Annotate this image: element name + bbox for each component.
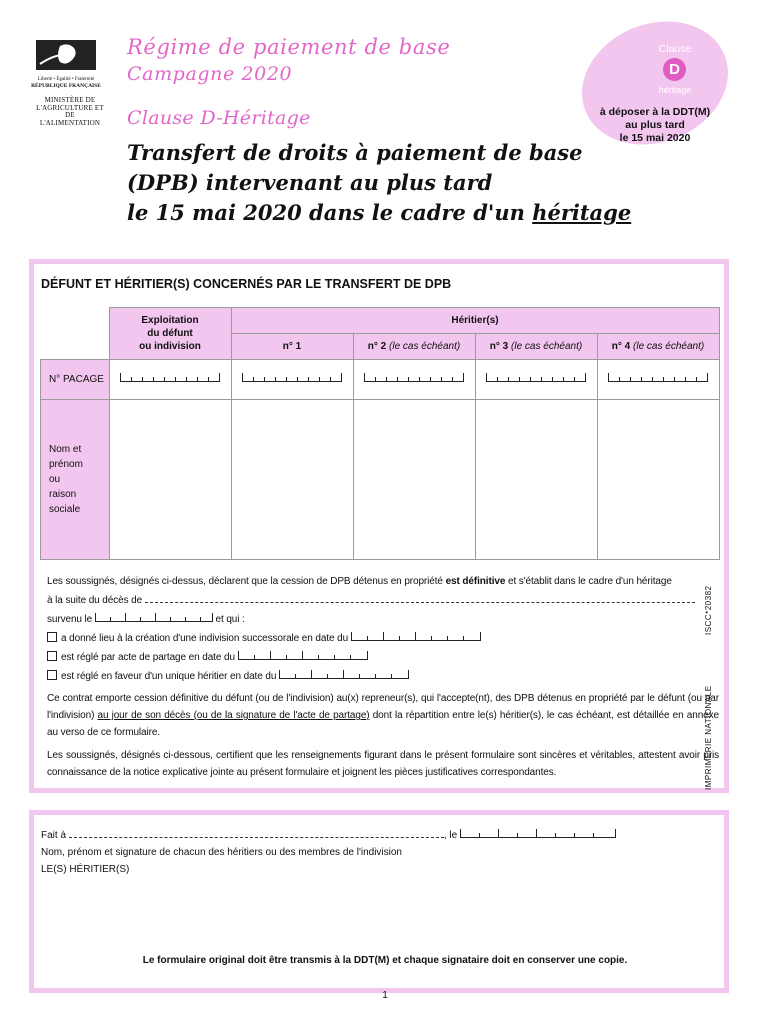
fait-a-input[interactable] <box>69 828 444 838</box>
row-label-pacage: N° PACAGE <box>41 360 110 400</box>
col-header-heritier-4 <box>597 334 719 360</box>
col-exploitation-line2: du défunt <box>147 328 193 339</box>
ministry-label: MINISTÈRE DE L'AGRICULTURE ET DE L'ALIMENTATION <box>36 96 104 127</box>
main-title-heritage: héritage <box>532 200 632 225</box>
fait-line <box>41 828 616 841</box>
contract-underlined: au jour de son décès (ou de la signature de l'acte de partage) <box>97 710 370 721</box>
main-title-line1: Transfert de droits à paiement de base <box>127 140 583 165</box>
survenu-line <box>47 610 727 629</box>
side-code: ISCC*20382 <box>704 585 713 635</box>
clause-badge-label: Clause <box>658 43 692 55</box>
table-row-nom <box>41 400 720 560</box>
col-header-heritier-2 <box>353 334 475 360</box>
logo-republique: RÉPUBLIQUE FRANÇAISE <box>31 83 101 89</box>
partage-date-field[interactable] <box>238 652 368 660</box>
signature-note: Nom, prénom et signature de chacun des héritiers ou des membres de l'indivision <box>41 847 402 858</box>
heritier-4-num: n° 4 <box>611 341 631 352</box>
option-unique <box>47 667 727 686</box>
pacage-field-heritier-3[interactable] <box>475 360 597 400</box>
nom-field-heritier-4[interactable] <box>597 400 719 560</box>
checkbox-partage[interactable] <box>47 651 57 661</box>
unique-date-field[interactable] <box>279 671 409 679</box>
checkbox-indivision[interactable] <box>47 632 57 642</box>
title-clause: Clause D-Héritage <box>127 107 311 129</box>
fait-a-label: Fait à <box>41 830 67 841</box>
col-exploitation-line1: Exploitation <box>141 315 199 326</box>
col-exploitation-line3: ou indivision <box>139 341 201 352</box>
col-header-exploitation <box>109 308 231 360</box>
declaration-block <box>47 572 727 686</box>
pacage-field-heritier-2[interactable] <box>353 360 475 400</box>
row-nom-line2: prénom <box>49 459 83 470</box>
pacage-field-heritier-1[interactable] <box>231 360 353 400</box>
clause-badge-heritage: héritage <box>658 85 692 95</box>
declaration-line <box>47 572 727 591</box>
decl-text-1: Les soussignés, désignés ci-dessus, déclarent que la cession de DPB détenus en propriété <box>47 576 446 587</box>
col-header-heritier-3 <box>475 334 597 360</box>
page-number: 1 <box>382 990 388 1001</box>
marianne-icon <box>30 38 102 72</box>
heritier-3-note: (le cas échéant) <box>511 341 583 352</box>
deposit-line1: à déposer à la DDT(M) <box>599 106 711 118</box>
survenu-date-field[interactable] <box>95 614 213 622</box>
opt3-label: est réglé en faveur d'un unique héritier en date du <box>61 671 277 682</box>
row-label-nom <box>41 400 110 560</box>
decl-bold: est définitive <box>445 576 506 587</box>
pacage-comb <box>120 374 220 382</box>
contract-text-2: dont la répartition entre le(s) héritier(s), le cas échéant, est détaillée en annexe au verso de ce formulaire. <box>47 710 719 738</box>
opt2-label: est réglé par acte de partage en date du <box>61 652 235 663</box>
row-nom-line4: raison <box>49 489 77 500</box>
nom-field-heritier-3[interactable] <box>475 400 597 560</box>
transfer-table <box>40 307 720 560</box>
deces-line <box>47 591 727 610</box>
signature-date-field[interactable] <box>460 830 616 838</box>
row-nom-line3: ou <box>49 474 61 485</box>
section1-title: DÉFUNT ET HÉRITIER(S) CONCERNÉS PAR LE TRANSFERT DE DPB <box>41 277 452 291</box>
main-title-line3 <box>127 200 631 225</box>
indivision-date-field[interactable] <box>351 633 481 641</box>
pacage-comb <box>364 374 464 382</box>
pacage-comb <box>608 374 708 382</box>
side-printer: IMPRIMERIE NATIONALE <box>704 685 713 790</box>
pacage-field-heritier-4[interactable] <box>597 360 719 400</box>
certify-paragraph: Les soussignés, désignés ci-dessous, certifient que les renseignements figurant dans le présent formulaire sont sincères et véritables, attestent avoir pris connaissance de la notice explicative jointe au présent formulaire et joignent les pièces justificatives correspondantes. <box>47 750 719 778</box>
checkbox-unique[interactable] <box>47 670 57 680</box>
pacage-field-defunt[interactable] <box>109 360 231 400</box>
heritier-2-num: n° 2 <box>367 341 387 352</box>
deposit-deadline <box>590 106 720 145</box>
deces-label: à la suite du décès de <box>47 595 143 606</box>
deposit-line2: au plus tard <box>625 119 685 131</box>
pacage-comb <box>486 374 586 382</box>
nom-field-heritier-2[interactable] <box>353 400 475 560</box>
survenu-label: survenu le <box>47 614 93 625</box>
option-partage <box>47 648 727 667</box>
col-header-heritiers: Héritier(s) <box>231 308 719 334</box>
clause-letter-badge: D <box>663 58 686 81</box>
republique-francaise-logo <box>30 38 102 89</box>
title-campagne: Campagne 2020 <box>127 63 293 85</box>
main-title-line3-text: le 15 mai 2020 dans le cadre d'un <box>127 200 533 225</box>
col-header-heritier-1 <box>231 334 353 360</box>
heritier-2-note: (le cas échéant) <box>389 341 461 352</box>
heritiers-label: LE(S) HÉRITIER(S) <box>41 864 130 875</box>
table-row-pacage <box>41 360 720 400</box>
footer-note: Le formulaire original doit être transmis à la DDT(M) et chaque signataire doit en conserver une copie. <box>142 955 628 966</box>
option-indivision <box>47 629 727 648</box>
row-nom-line1: Nom et <box>49 444 82 455</box>
deces-input[interactable] <box>145 593 695 603</box>
main-title-line2: (DPB) intervenant au plus tard <box>127 170 493 195</box>
heritier-3-num: n° 3 <box>489 341 509 352</box>
heritier-1-num: n° 1 <box>282 341 302 352</box>
pacage-comb <box>242 374 342 382</box>
contract-text-1: Ce contrat emporte cession définitive du défunt (ou de l'indivision) au(x) repreneur(s), qui l'accepte(nt), des DPB détenus en propriété par le défunt (ou par l'indivision) <box>47 693 719 721</box>
logo-motto: Liberté • Égalité • Fraternité <box>37 77 95 82</box>
le-label: , le <box>443 830 458 841</box>
row-nom-line5: sociale <box>49 504 81 515</box>
decl-text-2: et s'établit dans le cadre d'un héritage <box>505 576 672 587</box>
title-regime: Régime de paiement de base <box>127 35 451 59</box>
nom-field-heritier-1[interactable] <box>231 400 353 560</box>
contract-paragraph <box>47 690 719 741</box>
heritier-4-note: (le cas échéant) <box>633 341 705 352</box>
opt1-label: a donné lieu à la création d'une indivision successorale en date du <box>61 633 349 644</box>
deposit-line3: le 15 mai 2020 <box>619 132 691 144</box>
nom-field-defunt[interactable] <box>109 400 231 560</box>
etqui-label: et qui : <box>215 614 245 625</box>
